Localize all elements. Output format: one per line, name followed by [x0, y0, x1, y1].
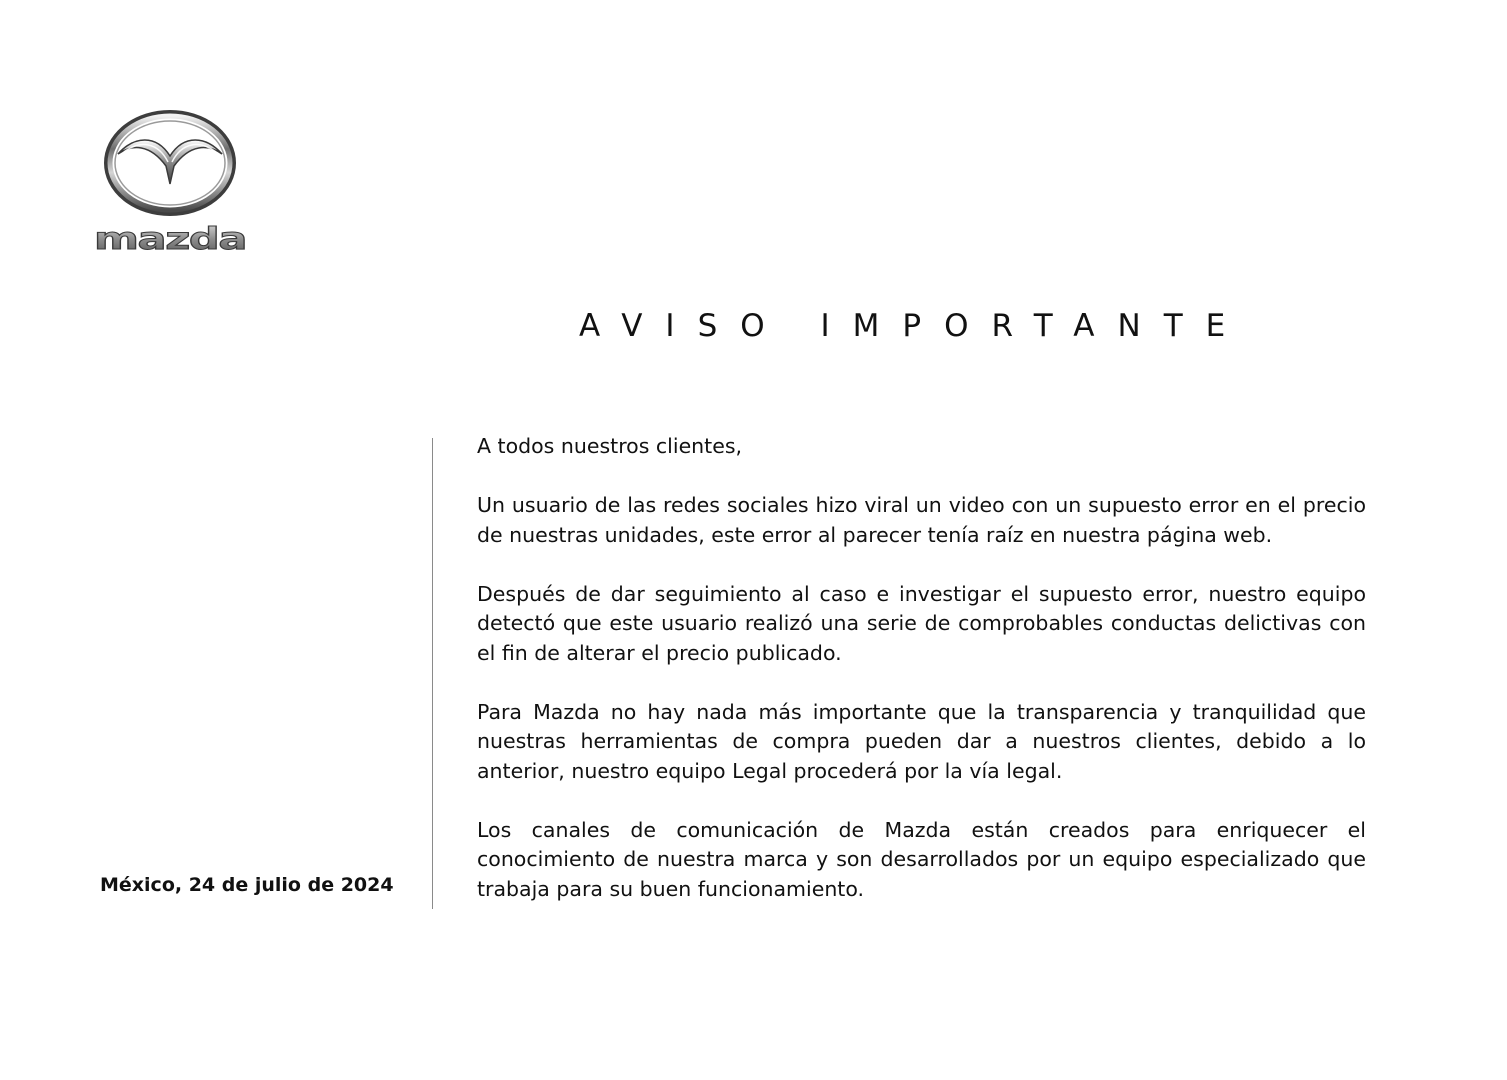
mazda-wordmark	[92, 224, 248, 254]
letter-body	[477, 432, 1366, 904]
page-title: AVISO IMPORTANTE	[579, 308, 1249, 344]
document-date: México, 24 de julio de 2024	[100, 874, 394, 896]
letter-paragraph: Después de dar seguimiento al caso e investigar el supuesto error, nuestro equipo detectó que este usuario realizó una serie de comprobables conductas delictivas con el fin de alterar el precio publicado.	[477, 581, 1366, 665]
mazda-emblem-icon	[104, 110, 236, 216]
mazda-logo	[92, 110, 248, 256]
wordmark-text: mazda	[94, 224, 246, 254]
vertical-divider	[432, 438, 433, 909]
letter-paragraph: Un usuario de las redes sociales hizo viral un video con un supuesto error en el precio de nuestras unidades, este error al parecer tenía raíz en nuestra página web.	[477, 493, 1366, 547]
letter-paragraph: Los canales de comunicación de Mazda están creados para enriquecer el conocimiento de nuestra marca y son desarrollados por un equipo especializado que trabaja para su buen funcionamiento.	[477, 817, 1366, 901]
letter-paragraph: Para Mazda no hay nada más importante que la transparencia y tranquilidad que nuestras herramientas de compra pueden dar a nuestros clientes, debido a lo anterior, nuestro equipo Legal procederá por la vía legal.	[477, 699, 1366, 783]
letter-greeting: A todos nuestros clientes,	[477, 434, 743, 458]
